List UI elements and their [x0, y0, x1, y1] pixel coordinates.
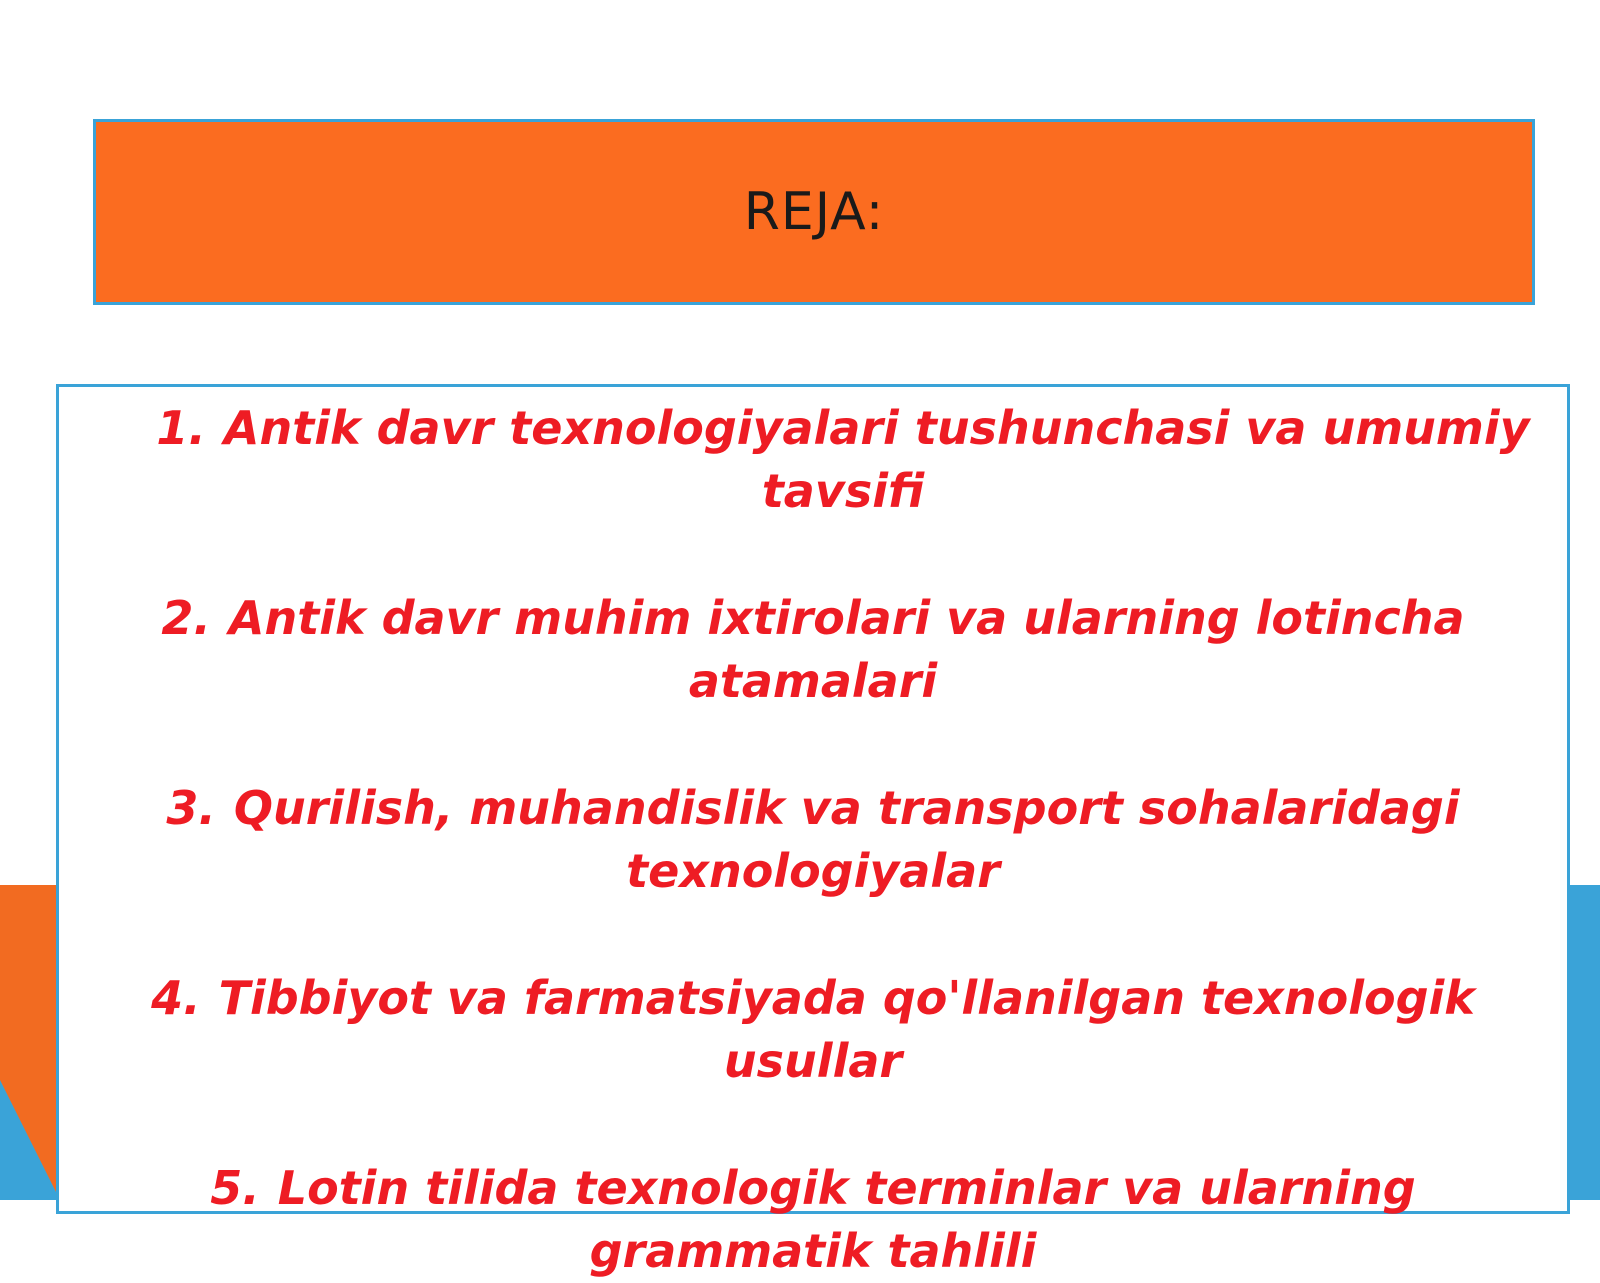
plan-item-text: Tibbiyot va farmatsiyada qo'llanilgan texnologik usullar	[218, 971, 1475, 1088]
content-box	[56, 384, 1570, 1278]
plan-list	[59, 387, 1567, 1283]
title-box	[93, 119, 1535, 305]
plan-item-text: Antik davr texnologiyalari tushunchasi va umumiy tavsifi	[223, 401, 1530, 518]
plan-item-2	[69, 587, 1557, 713]
plan-item-number: 3.	[166, 781, 216, 835]
plan-item-number: 4.	[151, 971, 201, 1025]
plan-item-text: Antik davr muhim ixtirolari va ularning lotincha atamalari	[228, 591, 1465, 708]
decor-blue-triangle	[0, 1080, 60, 1200]
plan-item-number: 1.	[156, 401, 206, 455]
plan-item-text: Lotin tilida texnologik terminlar va ularning grammatik tahlili	[277, 1161, 1416, 1278]
slide-title: REJA:	[743, 182, 885, 242]
plan-item-3	[69, 777, 1557, 903]
plan-item-5	[69, 1157, 1557, 1283]
plan-item-1	[69, 397, 1557, 523]
plan-item-number: 2.	[161, 591, 211, 645]
plan-item-text: Qurilish, muhandislik va transport sohalaridagi texnologiyalar	[233, 781, 1460, 898]
plan-item-number: 5.	[210, 1161, 260, 1215]
plan-item-4	[69, 967, 1557, 1093]
